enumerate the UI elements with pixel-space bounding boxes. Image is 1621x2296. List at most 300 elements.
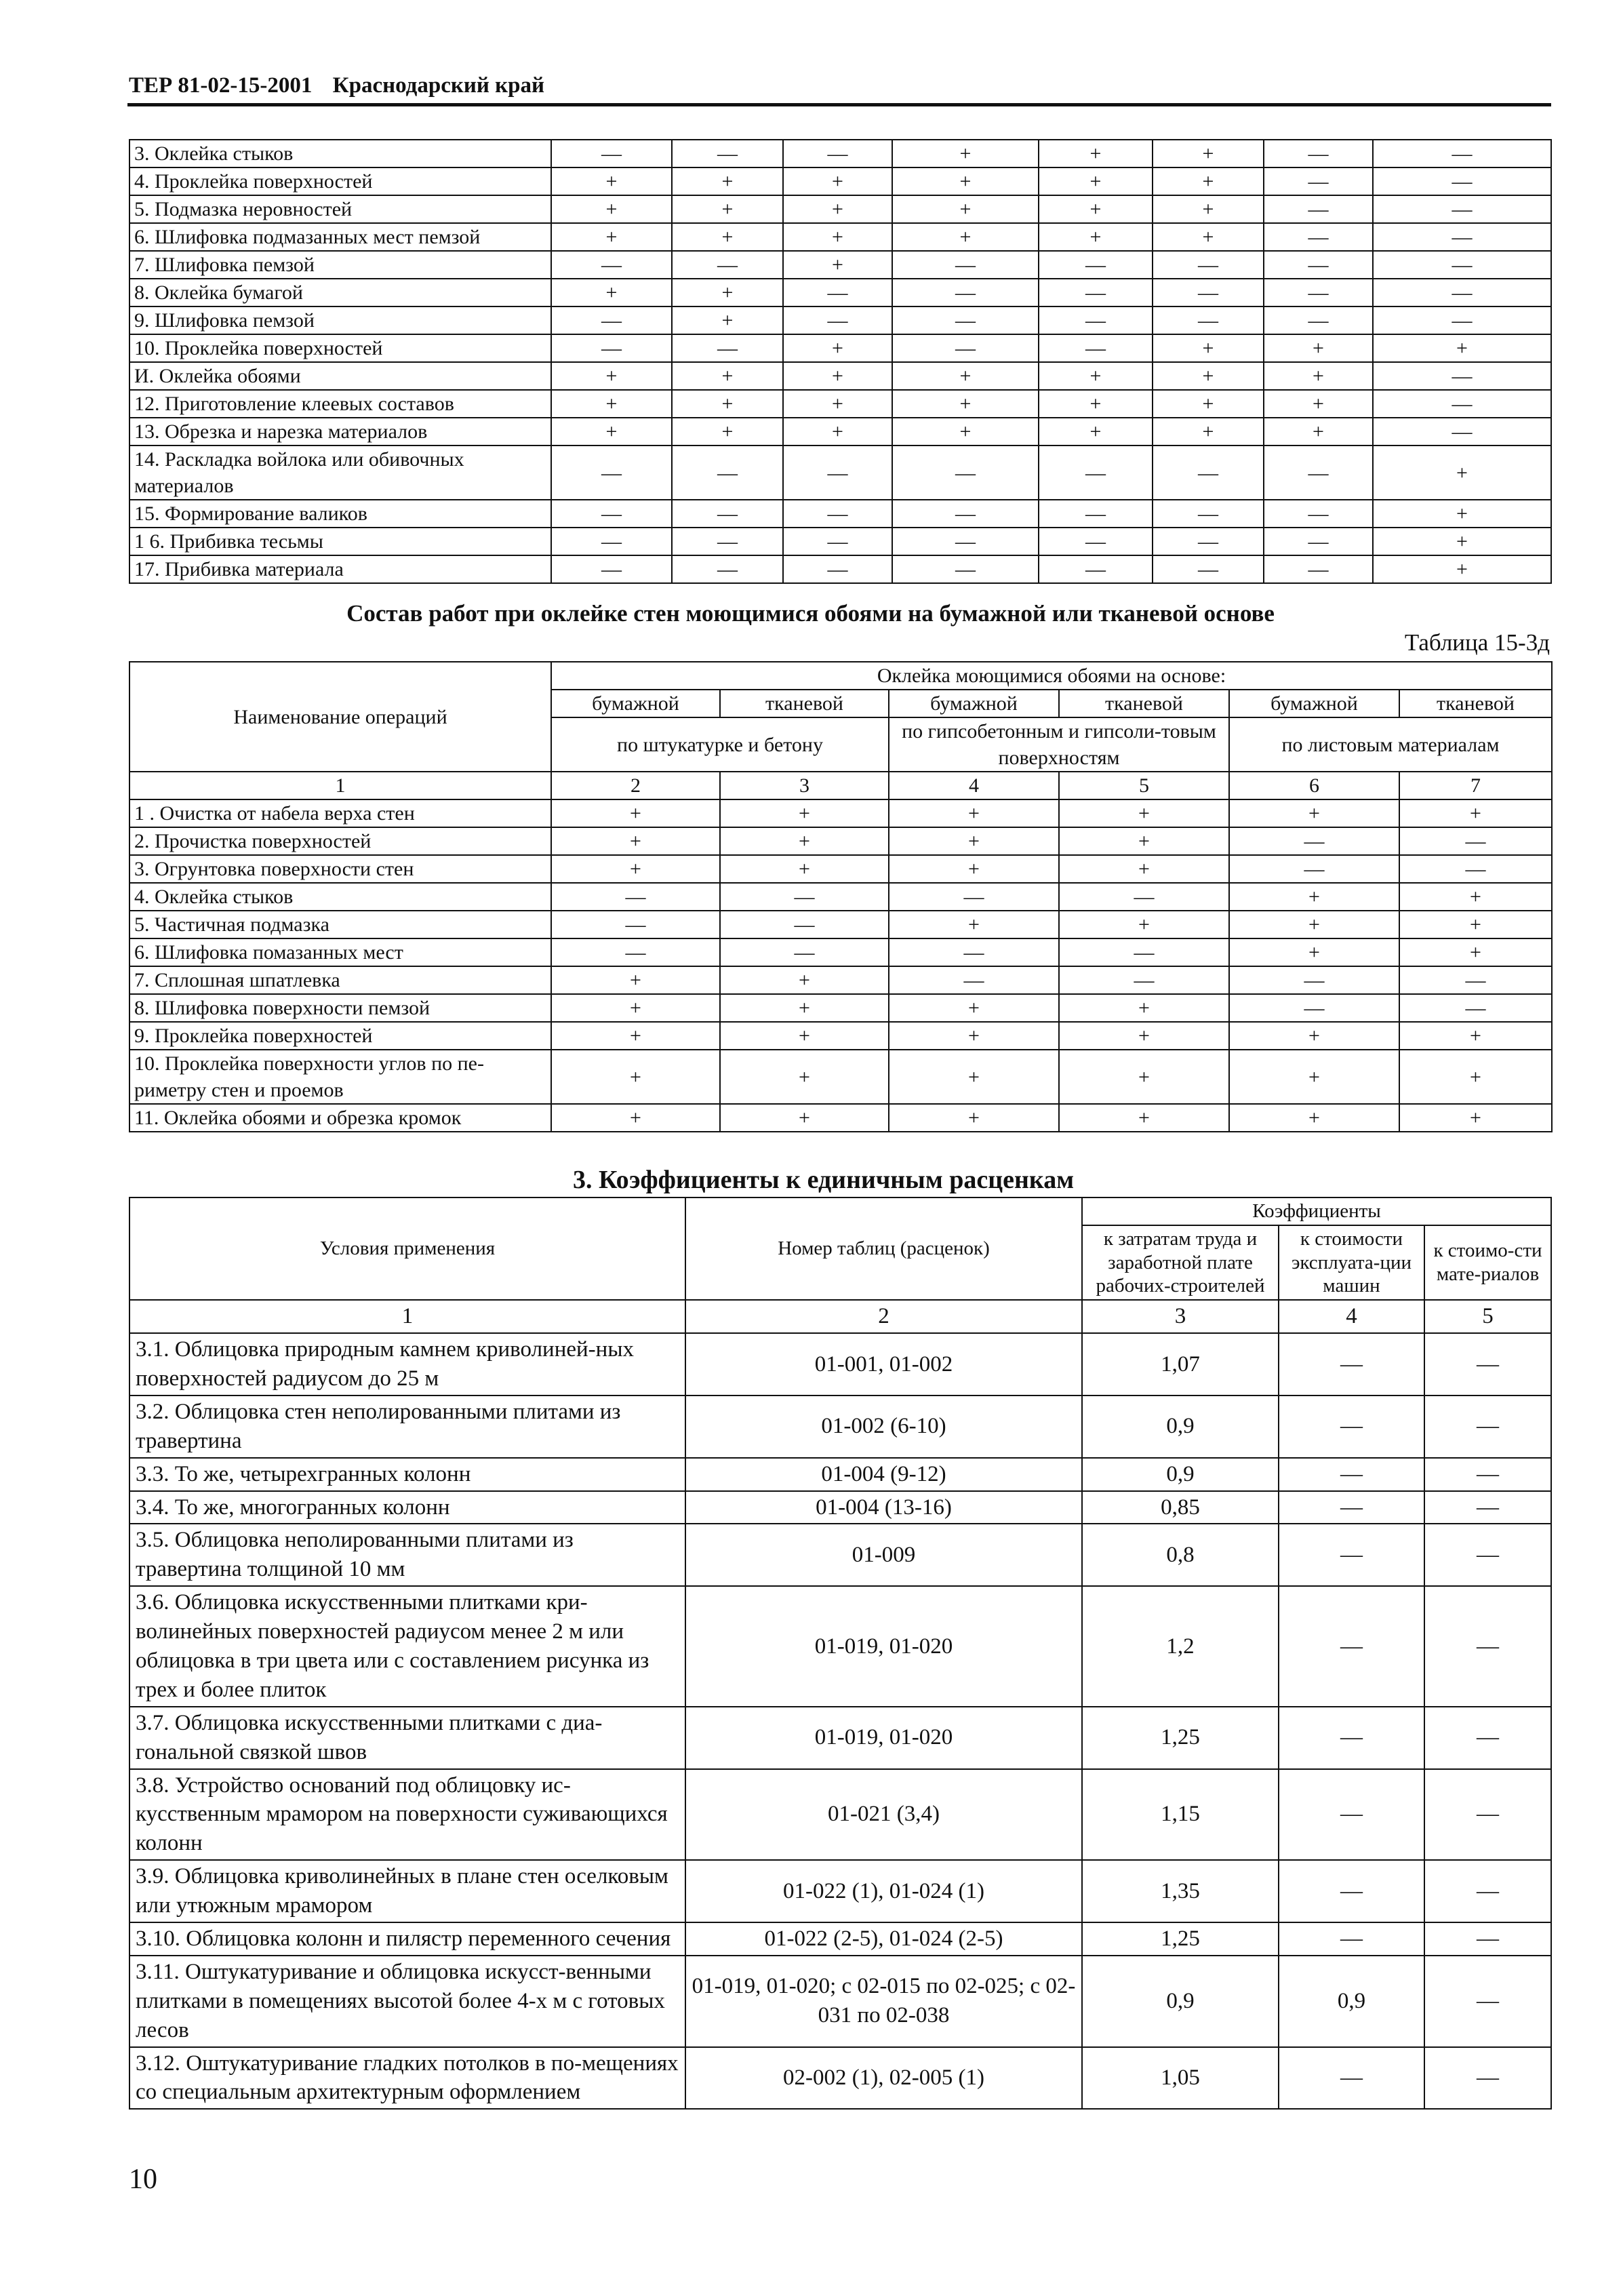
mark-cell: + [889,799,1059,827]
operation-name: 9. Проклейка поверхностей [129,1022,551,1050]
machines-coefficient: — [1279,1769,1424,1861]
materials-coefficient: — [1424,1524,1551,1586]
mark-cell: + [783,251,892,279]
table-row [129,528,1551,555]
labor-coefficient: 0,85 [1082,1491,1279,1524]
operation-name: 8. Оклейка бумагой [129,279,551,306]
mark-cell: — [783,500,892,528]
mark-cell: — [1264,279,1373,306]
materials-coefficient: — [1424,1586,1551,1707]
operation-name: 4. Оклейка стыков [129,883,551,911]
condition-text: 3.11. Оштукатуривание и облицовка искусст-венными плитками в помещениях высотой более 4-х м с готовых лесов [129,1956,685,2047]
materials-coefficient: — [1424,1707,1551,1769]
table-row [129,223,1551,251]
mark-cell: + [1039,195,1153,223]
labor-coefficient: 1,05 [1082,2047,1279,2110]
mark-cell: + [551,223,672,251]
mark-cell: + [1153,418,1264,446]
table-numbers: 01-004 (9-12) [685,1458,1082,1491]
coefficients-table [129,1197,1552,2110]
mark-cell: + [551,167,672,195]
mark-cell: + [672,390,783,418]
mark-cell: + [1229,911,1399,938]
mark-cell: — [551,555,672,583]
mark-cell: + [720,994,889,1022]
mark-cell: + [720,1104,889,1132]
table-row [129,1860,1551,1922]
mark-cell: — [1399,827,1552,855]
labor-coefficient: 1,07 [1082,1333,1279,1396]
column-number: 2 [551,772,720,799]
mark-cell: + [551,994,720,1022]
mark-cell: — [1039,334,1153,362]
mark-cell: + [551,799,720,827]
mark-cell: + [1229,883,1399,911]
operation-name: И. Оклейка обоями [129,362,551,390]
operation-name: 6. Шлифовка помазанных мест [129,938,551,966]
base-header: тканевой [1399,690,1552,717]
mark-cell: + [1059,799,1229,827]
mark-cell: — [892,306,1039,334]
mark-cell: + [783,362,892,390]
mark-cell: — [783,528,892,555]
mark-cell: + [1059,1022,1229,1050]
surface-header: по штукатурке и бетону [551,717,889,772]
operation-name: 6. Шлифовка подмазанных мест пемзой [129,223,551,251]
table-row [129,938,1552,966]
labor-coefficient: 0,9 [1082,1458,1279,1491]
mark-cell: — [1373,167,1551,195]
mark-cell: — [783,306,892,334]
mark-cell: + [1153,223,1264,251]
mark-cell: + [783,390,892,418]
labor-coefficient: 1,25 [1082,1707,1279,1769]
operation-name: 2. Прочистка поверхностей [129,827,551,855]
mark-cell: — [551,140,672,167]
section-3-title: 3. Коэффициенты к единичным расценкам [573,1166,1075,1194]
mark-cell: + [889,994,1059,1022]
table-row [129,1396,1551,1458]
condition-text: 3.5. Облицовка неполированными плитами из травертина толщиной 10 мм [129,1524,685,1586]
table-row [129,140,1551,167]
mark-cell: + [1264,334,1373,362]
washable-wallpaper-table [129,661,1553,1132]
table-row [129,827,1552,855]
mark-cell: — [1264,306,1373,334]
mark-cell: + [1153,334,1264,362]
mark-cell: + [1059,1104,1229,1132]
mark-cell: — [1373,195,1551,223]
col-header-materials: к стоимо-сти мате-риалов [1424,1225,1551,1300]
group-header-coefficients: Коэффициенты [1082,1198,1551,1225]
labor-coefficient: 0,9 [1082,1956,1279,2047]
column-number: 5 [1059,772,1229,799]
condition-text: 3.12. Оштукатуривание гладких потолков в по-мещениях со специальным архитектурным оформлением [129,2047,685,2110]
mark-cell: — [1059,883,1229,911]
running-header [129,73,559,98]
table-row [129,994,1552,1022]
mark-cell: — [783,555,892,583]
mark-cell: — [1039,446,1153,500]
materials-coefficient: — [1424,1860,1551,1922]
mark-cell: — [672,140,783,167]
mark-cell: + [1153,362,1264,390]
mark-cell: — [672,446,783,500]
table-row [129,1956,1551,2047]
mark-cell: + [1059,994,1229,1022]
machines-coefficient: — [1279,1922,1424,1956]
surface-header: по листовым материалам [1229,717,1552,772]
operation-name: 9. Шлифовка пемзой [129,306,551,334]
operation-name: 3. Огрунтовка поверхности стен [129,855,551,883]
mark-cell: + [1229,1050,1399,1104]
table2-number: Таблица 15-3д [1404,629,1550,656]
table-row [129,1586,1551,1707]
mark-cell: — [889,883,1059,911]
mark-cell: + [783,167,892,195]
col-header-machines: к стоимости эксплуата-ции машин [1279,1225,1424,1300]
table-row [129,1707,1551,1769]
mark-cell: — [1399,994,1552,1022]
table-row [129,1491,1551,1524]
mark-cell: — [1039,279,1153,306]
materials-coefficient: — [1424,1956,1551,2047]
table-numbers: 01-021 (3,4) [685,1769,1082,1861]
mark-cell: + [1039,223,1153,251]
mark-cell: — [1153,555,1264,583]
mark-cell: + [1373,500,1551,528]
mark-cell: + [889,911,1059,938]
operation-name: 15. Формирование валиков [129,500,551,528]
mark-cell: + [672,362,783,390]
table-row [129,2047,1551,2110]
mark-cell: + [892,223,1039,251]
mark-cell: + [1373,334,1551,362]
table-numbers: 02-002 (1), 02-005 (1) [685,2047,1082,2110]
mark-cell: + [1264,390,1373,418]
mark-cell: + [1059,827,1229,855]
mark-cell: + [892,390,1039,418]
base-header: бумажной [889,690,1059,717]
labor-coefficient: 0,8 [1082,1524,1279,1586]
mark-cell: + [720,799,889,827]
mark-cell: + [551,855,720,883]
table2-title: Состав работ при оклейке стен моющимися обоями на бумажной или тканевой основе [346,600,1275,627]
mark-cell: + [1153,390,1264,418]
mark-cell: — [889,966,1059,994]
mark-cell: — [551,938,720,966]
mark-cell: + [1399,1104,1552,1132]
mark-cell: — [1264,167,1373,195]
mark-cell: + [1059,911,1229,938]
column-number: 4 [889,772,1059,799]
column-number: 2 [685,1300,1082,1333]
mark-cell: — [1264,528,1373,555]
mark-cell: + [1373,446,1551,500]
mark-cell: — [551,883,720,911]
labor-coefficient: 1,15 [1082,1769,1279,1861]
base-header: тканевой [720,690,889,717]
mark-cell: + [672,195,783,223]
mark-cell: — [1373,362,1551,390]
labor-coefficient: 1,25 [1082,1922,1279,1956]
table-numbers: 01-004 (13-16) [685,1491,1082,1524]
operation-name: 7. Шлифовка пемзой [129,251,551,279]
table-numbers: 01-001, 01-002 [685,1333,1082,1396]
mark-cell: — [1229,994,1399,1022]
group-header: Оклейка моющимися обоями на основе: [551,662,1552,690]
mark-cell: — [1264,555,1373,583]
mark-cell: + [551,1050,720,1104]
mark-cell: — [1373,140,1551,167]
column-number: 1 [129,772,551,799]
mark-cell: + [720,855,889,883]
table-row [129,966,1552,994]
surface-header: по гипсобетонным и гипсоли-товым поверхностям [889,717,1229,772]
mark-cell: — [783,279,892,306]
table-row [129,334,1551,362]
mark-cell: + [1264,362,1373,390]
operation-name: 17. Прибивка материала [129,555,551,583]
mark-cell: + [1229,938,1399,966]
table-row [129,799,1552,827]
table-numbers: 01-009 [685,1524,1082,1586]
mark-cell: — [892,555,1039,583]
operation-name: 12. Приготовление клеевых составов [129,390,551,418]
mark-cell: — [1399,855,1552,883]
column-number: 6 [1229,772,1399,799]
mark-cell: + [672,223,783,251]
table-row [129,1050,1552,1104]
machines-coefficient: — [1279,1707,1424,1769]
table-row [129,855,1552,883]
mark-cell: + [551,966,720,994]
mark-cell: + [1399,799,1552,827]
mark-cell: — [1264,223,1373,251]
mark-cell: — [1153,306,1264,334]
mark-cell: — [1264,446,1373,500]
mark-cell: + [892,418,1039,446]
mark-cell: — [720,911,889,938]
operations-table-continued [129,139,1552,584]
mark-cell: — [1373,390,1551,418]
mark-cell: + [889,855,1059,883]
mark-cell: + [1059,855,1229,883]
operation-name: 1 6. Прибивка тесьмы [129,528,551,555]
mark-cell: — [1399,966,1552,994]
region-name: Краснодарский край [332,73,545,98]
mark-cell: + [1039,418,1153,446]
mark-cell: + [672,279,783,306]
mark-cell: + [1399,1050,1552,1104]
operation-name: 11. Оклейка обоями и обрезка кромок [129,1104,551,1132]
mark-cell: + [783,223,892,251]
mark-cell: + [783,334,892,362]
mark-cell: — [1153,251,1264,279]
mark-cell: — [1153,500,1264,528]
page-number: 10 [129,2164,157,2195]
machines-coefficient: — [1279,1396,1424,1458]
mark-cell: + [1153,195,1264,223]
mark-cell: — [892,446,1039,500]
mark-cell: — [1373,279,1551,306]
table-row [129,883,1552,911]
table-row [129,1524,1551,1586]
mark-cell: — [1264,500,1373,528]
mark-cell: — [551,500,672,528]
table-row [129,362,1551,390]
operation-name: 8. Шлифовка поверхности пемзой [129,994,551,1022]
condition-text: 3.6. Облицовка искусственными плитками кри-волинейных поверхностей радиусом менее 2 м или облицовка в три цвета или с составлением рисунка из трех и более плиток [129,1586,685,1707]
machines-coefficient: — [1279,1333,1424,1396]
machines-coefficient: — [1279,1586,1424,1707]
mark-cell: — [1264,140,1373,167]
materials-coefficient: — [1424,1769,1551,1861]
mark-cell: + [1399,911,1552,938]
mark-cell: — [1373,306,1551,334]
table-row [129,251,1551,279]
mark-cell: — [672,528,783,555]
condition-text: 3.9. Облицовка криволинейных в плане стен оселковым или утюжным мрамором [129,1860,685,1922]
mark-cell: + [551,279,672,306]
mark-cell: — [892,279,1039,306]
mark-cell: + [889,1104,1059,1132]
materials-coefficient: — [1424,1333,1551,1396]
mark-cell: — [1229,855,1399,883]
mark-cell: + [783,195,892,223]
labor-coefficient: 1,2 [1082,1586,1279,1707]
mark-cell: — [672,555,783,583]
table-row [129,195,1551,223]
document-code: ТЕР 81-02-15-2001 [129,73,313,98]
table-row [129,390,1551,418]
condition-text: 3.4. То же, многогранных колонн [129,1491,685,1524]
mark-cell: + [1264,418,1373,446]
mark-cell: + [720,1050,889,1104]
table-row [129,911,1552,938]
mark-cell: + [720,827,889,855]
mark-cell: + [1039,362,1153,390]
labor-coefficient: 1,35 [1082,1860,1279,1922]
mark-cell: — [720,938,889,966]
mark-cell: — [1059,938,1229,966]
col-header-labor: к затратам труда и заработной плате рабочих-строителей [1082,1225,1279,1300]
table-row [129,1022,1552,1050]
base-header: тканевой [1059,690,1229,717]
table-numbers: 01-002 (6-10) [685,1396,1082,1458]
operation-name: 10. Проклейка поверхностей [129,334,551,362]
mark-cell: + [720,966,889,994]
mark-cell: — [1153,446,1264,500]
header-rule [127,103,1551,106]
materials-coefficient: — [1424,1491,1551,1524]
mark-cell: + [892,167,1039,195]
mark-cell: — [1039,555,1153,583]
mark-cell: — [1059,966,1229,994]
mark-cell: + [1229,1022,1399,1050]
column-number: 7 [1399,772,1552,799]
mark-cell: + [1399,883,1552,911]
table-numbers: 01-022 (2-5), 01-024 (2-5) [685,1922,1082,1956]
mark-cell: + [1399,938,1552,966]
column-number: 3 [720,772,889,799]
machines-coefficient: — [1279,1860,1424,1922]
column-number: 3 [1082,1300,1279,1333]
table-row [129,1333,1551,1396]
mark-cell: — [1373,223,1551,251]
table-row [129,1104,1552,1132]
mark-cell: — [1229,827,1399,855]
mark-cell: + [672,306,783,334]
mark-cell: + [892,140,1039,167]
mark-cell: + [551,418,672,446]
table-row [129,306,1551,334]
mark-cell: + [1373,555,1551,583]
mark-cell: + [889,827,1059,855]
mark-cell: — [892,500,1039,528]
mark-cell: + [1153,167,1264,195]
operation-name: 3. Оклейка стыков [129,140,551,167]
table-numbers: 01-022 (1), 01-024 (1) [685,1860,1082,1922]
mark-cell: + [892,362,1039,390]
mark-cell: + [892,195,1039,223]
operation-name: 7. Сплошная шпатлевка [129,966,551,994]
table-numbers: 01-019, 01-020 [685,1586,1082,1707]
table-row [129,418,1551,446]
mark-cell: — [1153,528,1264,555]
condition-text: 3.3. То же, четырехгранных колонн [129,1458,685,1491]
mark-cell: — [1373,418,1551,446]
mark-cell: + [1039,140,1153,167]
condition-text: 3.7. Облицовка искусственными плитками с диа-гональной связкой швов [129,1707,685,1769]
mark-cell: + [551,1022,720,1050]
mark-cell: — [889,938,1059,966]
mark-cell: — [1039,306,1153,334]
col-header-tables: Номер таблиц (расценок) [685,1198,1082,1300]
table-row [129,1769,1551,1861]
condition-text: 3.1. Облицовка природным камнем криволиней-ных поверхностей радиусом до 25 м [129,1333,685,1396]
mark-cell: — [672,500,783,528]
column-number: 5 [1424,1300,1551,1333]
mark-cell: + [672,167,783,195]
mark-cell: — [783,140,892,167]
mark-cell: + [1373,528,1551,555]
mark-cell: + [889,1022,1059,1050]
mark-cell: + [1153,140,1264,167]
mark-cell: — [783,446,892,500]
mark-cell: + [889,1050,1059,1104]
column-number: 4 [1279,1300,1424,1333]
labor-coefficient: 0,9 [1082,1396,1279,1458]
column-number: 1 [129,1300,685,1333]
materials-coefficient: — [1424,1396,1551,1458]
mark-cell: — [1229,966,1399,994]
mark-cell: — [672,334,783,362]
table-row [129,279,1551,306]
mark-cell: — [1039,500,1153,528]
machines-coefficient: — [1279,1458,1424,1491]
col-header-operation: Наименование операций [129,662,551,772]
mark-cell: — [892,528,1039,555]
operation-name: 4. Проклейка поверхностей [129,167,551,195]
mark-cell: — [551,251,672,279]
mark-cell: — [551,911,720,938]
condition-text: 3.2. Облицовка стен неполированными плитами из травертина [129,1396,685,1458]
mark-cell: — [551,446,672,500]
mark-cell: + [551,1104,720,1132]
mark-cell: + [551,827,720,855]
table-row [129,555,1551,583]
